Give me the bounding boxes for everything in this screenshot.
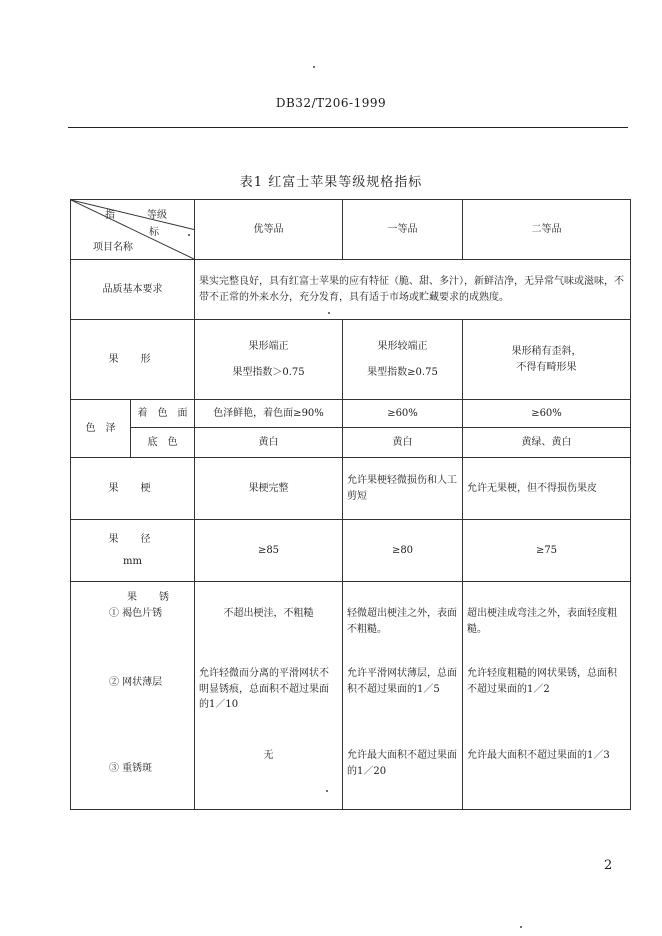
rust-patch-second: 超出梗洼成弯洼之外，表面轻度粗糙。: [467, 608, 617, 635]
header-corner-cell: [71, 200, 195, 260]
shape-row: [71, 320, 631, 400]
diameter-label: 果 径: [108, 534, 157, 545]
shape-label: 果 形: [71, 320, 195, 400]
quality-text: 果实完整良好，具有红富士苹果的应有特征（脆、甜、多汁），新鲜洁净，无异常气味或滋味，不带不正常的外来水分，充分发育，具有适于市场或贮藏要求的成熟度。: [195, 260, 631, 320]
shape-premium-line2: 果型指数＞0.75: [232, 366, 305, 378]
color-surface-premium: 色泽鲜艳，着色面≥90%: [195, 400, 343, 428]
grade-spec-table: [70, 199, 631, 810]
scan-speck: [313, 66, 315, 68]
corner-label-item-name: 项目名称: [93, 242, 133, 253]
corner-label-zhi: 指: [105, 210, 115, 221]
diameter-label-cell: [71, 520, 195, 582]
rust-heavy-label: ③ 重锈斑: [109, 762, 153, 774]
corner-label-biao: 标: [149, 227, 159, 238]
document-code: DB32/T206-1999: [275, 96, 387, 110]
color-surface-label: 着 色 面: [131, 400, 195, 428]
quality-row: [71, 260, 631, 320]
rust-heavy-premium: 无: [263, 750, 274, 761]
shape-premium: [195, 320, 343, 400]
rust-patch-first: 轻微超出梗洼之外，表面不粗糙。: [347, 608, 457, 635]
rust-net-label: ② 网状薄层: [109, 677, 163, 688]
rust-patch-premium: 不超出梗洼，不粗糙: [223, 608, 314, 619]
stem-label: 果 梗: [71, 458, 195, 520]
rust-label-cell: [71, 582, 195, 810]
table-header-row: [71, 200, 631, 260]
corner-label-grade: 等级: [147, 210, 167, 221]
scan-speck: [520, 926, 522, 928]
grade-header-first: 一等品: [343, 200, 463, 260]
color-ground-second: 黄绿、黄白: [463, 428, 631, 458]
quality-label: 品质基本要求: [71, 260, 195, 320]
stem-second: 允许无果梗，但不得损伤果皮: [463, 458, 631, 520]
stem-premium: 果梗完整: [195, 458, 343, 520]
shape-second: [463, 320, 631, 400]
diameter-premium: ≥85: [195, 520, 343, 582]
shape-first: [343, 320, 463, 400]
rust-net-first: 允许平滑网状薄层，总面积不超过果面的1／5: [347, 668, 457, 695]
color-surface-row: [71, 400, 631, 428]
rust-premium-cell: [195, 582, 343, 810]
rust-second-cell: [463, 582, 631, 810]
stem-first: 允许果梗轻微损伤和人工剪短: [343, 458, 463, 520]
rust-patch-label: ① 褐色片锈: [109, 607, 163, 619]
table-title: 表1 红富士苹果等级规格指标: [239, 175, 423, 190]
shape-second-line1: 果形稍有歪斜，: [511, 346, 582, 357]
rust-net-second: 允许轻度粗糙的网状果锈，总面积不超过果面的1／2: [467, 668, 617, 695]
rust-net-premium: 允许轻微而分离的平滑网状不明显锈痕，总面积不超过果面的1／10: [199, 668, 329, 710]
diameter-unit: mm: [123, 555, 142, 567]
scan-speck: [188, 234, 190, 236]
shape-first-line1: 果形较端正: [377, 341, 428, 352]
color-ground-row: [71, 428, 631, 458]
rust-row: [71, 582, 631, 810]
page-number: 2: [604, 858, 613, 873]
shape-first-line2: 果型指数≥0.75: [367, 366, 438, 378]
header-rule: [68, 127, 628, 128]
color-ground-label: 底 色: [131, 428, 195, 458]
scan-speck: [326, 790, 328, 792]
shape-second-line2: 不得有畸形果: [516, 361, 577, 373]
shape-premium-line1: 果形端正: [248, 341, 289, 352]
diameter-first: ≥80: [343, 520, 463, 582]
grade-header-premium: 优等品: [195, 200, 343, 260]
rust-heavy-first: 允许最大面积不超过果面的1／20: [347, 750, 457, 777]
scan-speck: [328, 312, 330, 314]
rust-label: 果 锈: [127, 592, 175, 603]
color-label: 色 泽: [71, 400, 131, 458]
diameter-row: [71, 520, 631, 582]
rust-first-cell: [343, 582, 463, 810]
color-ground-premium: 黄白: [195, 428, 343, 458]
grade-header-second: 二等品: [463, 200, 631, 260]
diameter-second: ≥75: [463, 520, 631, 582]
color-surface-second: ≥60%: [463, 400, 631, 428]
stem-row: [71, 458, 631, 520]
color-ground-first: 黄白: [343, 428, 463, 458]
rust-heavy-second: 允许最大面积不超过果面的1／3: [467, 750, 610, 761]
color-surface-first: ≥60%: [343, 400, 463, 428]
